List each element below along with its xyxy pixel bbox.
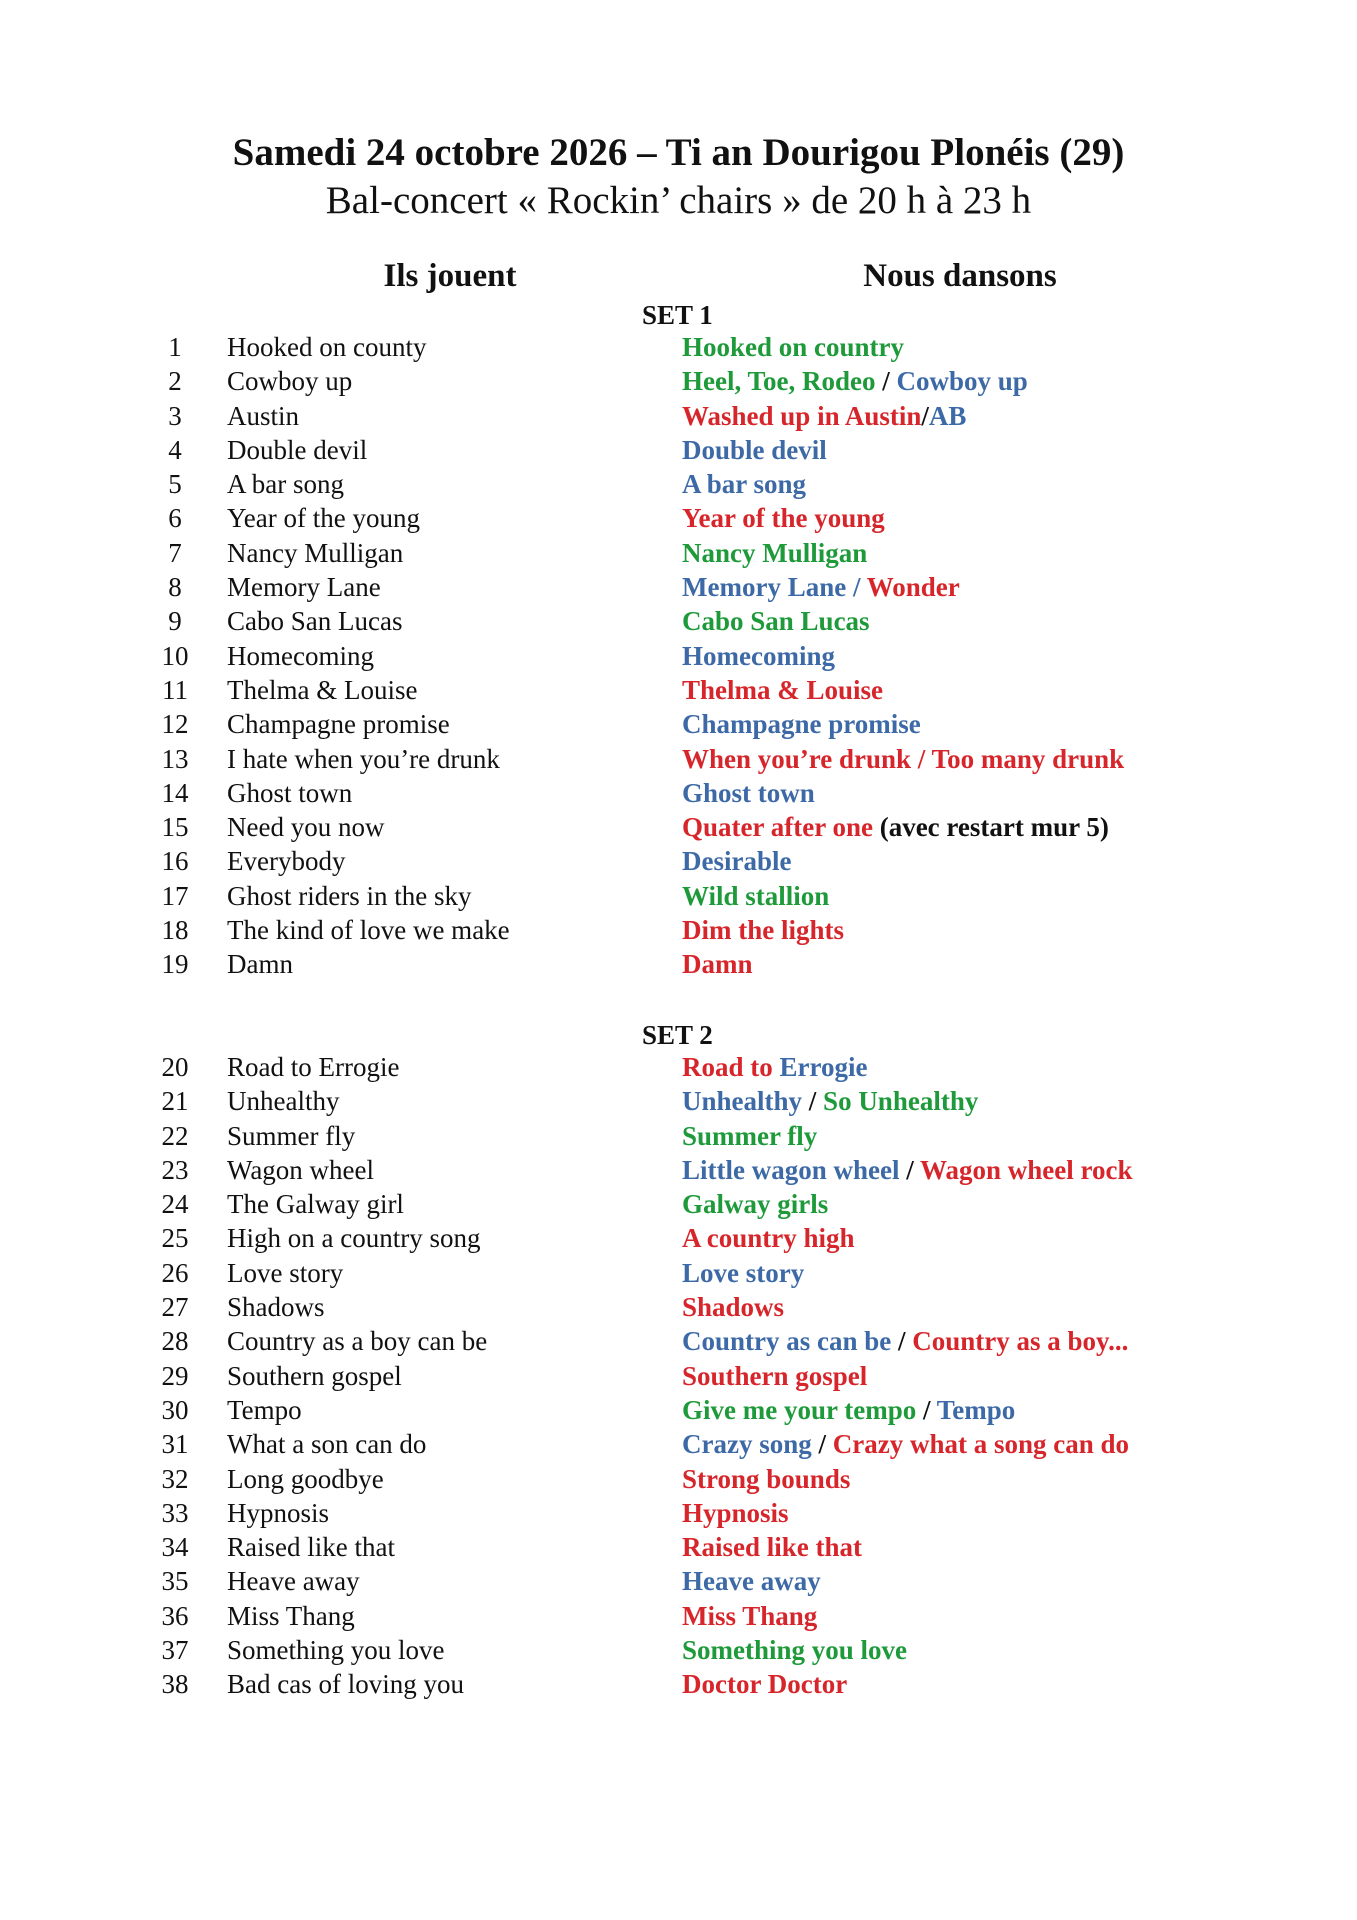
row-number: 36 [161,1600,189,1631]
row-number: 26 [161,1257,189,1288]
dance-title [682,1153,1133,1187]
dance-segment: Year of the young [682,503,885,534]
row-number: 15 [161,812,189,843]
dance-segment: Galway girls [682,1189,829,1220]
dance-title [682,1462,850,1496]
row-number: 12 [161,709,189,740]
dance-segment: Little wagon wheel [682,1154,900,1185]
list-item [0,433,1357,467]
dance-title [682,879,829,913]
song-title: Austin [227,400,300,431]
list-item [0,1084,1357,1118]
row-number: 35 [161,1566,189,1597]
dance-segment: / [916,1394,937,1425]
dance-segment: Heel, Toe, Rodeo [682,366,876,397]
list-item [0,1050,1357,1084]
dance-title [682,1564,821,1598]
song-title: Raised like that [227,1532,395,1563]
song-title: The Galway girl [227,1189,404,1220]
list-item [0,501,1357,535]
dance-segment: Hooked on country [682,332,905,362]
list-item [0,707,1357,741]
song-title: Tempo [227,1394,302,1425]
dance-segment: Crazy song [682,1429,812,1460]
dance-title [682,467,806,501]
dance-segment: Dim the lights [682,915,844,946]
song-title: Cowboy up [227,366,353,397]
page-title: Samedi 24 octobre 2026 – Ti an Dourigou Plonéis (29) [232,131,1125,174]
song-title: Road to Errogie [227,1052,400,1082]
list-item [0,844,1357,878]
dance-segment: / [875,366,897,397]
dance-segment: Unhealthy [682,1086,803,1117]
dance-segment: Ghost town [682,777,815,808]
list-item [0,1290,1357,1324]
song-title: Nancy Mulligan [227,537,404,568]
dance-title [682,604,870,638]
dance-segment: Tempo [936,1394,1016,1425]
dance-title [682,639,835,673]
list-item [0,776,1357,810]
row-number: 3 [168,400,182,431]
list-item [0,1564,1357,1598]
page-subtitle: Bal-concert « Rockin’ chairs » de 20 h à 23 h [325,179,1032,222]
list-item [0,364,1357,398]
song-title: Need you now [227,812,385,843]
dance-title [682,913,844,947]
row-number: 31 [161,1429,189,1460]
list-item [0,673,1357,707]
row-number: 4 [168,434,182,465]
dance-segment: Country as a boy... [912,1326,1129,1357]
dance-segment: A country high [682,1223,855,1254]
dance-segment: Damn [682,949,753,980]
song-title: Homecoming [227,640,374,671]
row-number: 2 [168,366,182,397]
dance-title [682,1667,847,1701]
row-number: 21 [161,1086,189,1117]
dance-title [682,1084,978,1118]
song-title: Summer fly [227,1120,356,1151]
list-item [0,604,1357,638]
list-item [0,330,1357,364]
set-2-list [0,1050,1357,1702]
dance-segment: Country as can be [682,1326,892,1357]
dance-title [682,1530,862,1564]
song-title: Wagon wheel [227,1154,375,1185]
song-title: Year of the young [227,503,420,534]
dance-segment: Memory Lane / [682,572,867,603]
dance-segment: Nancy Mulligan [682,537,868,568]
dance-segment: Washed up in Austin [682,400,922,431]
song-title: The kind of love we make [227,915,510,946]
row-number: 30 [161,1394,189,1425]
song-title: Memory Lane [227,572,381,603]
song-title: Thelma & Louise [227,674,418,705]
dance-title [682,1496,789,1530]
set-1-list [0,330,1357,982]
song-title: Miss Thang [227,1600,355,1631]
dance-segment: A bar song [682,469,807,500]
row-number: 22 [161,1120,189,1151]
dance-segment: Thelma & Louise [682,674,884,705]
list-item [0,1599,1357,1633]
dance-segment: Road to [682,1052,780,1082]
song-title: Something you love [227,1635,445,1666]
dance-segment: / [802,1086,824,1117]
dance-segment: Wild stallion [682,880,830,911]
list-item [0,1256,1357,1290]
row-number: 5 [168,469,182,500]
row-number: 8 [168,572,182,603]
song-title: Love story [227,1257,344,1288]
song-title: Everybody [227,846,346,877]
list-item [0,467,1357,501]
row-number: 27 [161,1292,189,1323]
dance-segment: Give me your tempo [682,1394,917,1425]
dance-title [682,1427,1129,1461]
row-number: 23 [161,1154,189,1185]
row-number: 37 [161,1635,189,1666]
row-number: 20 [161,1052,189,1082]
dance-title [682,1050,868,1084]
list-item [0,1153,1357,1187]
dance-segment: / [891,1326,913,1357]
list-item [0,399,1357,433]
song-title: Country as a boy can be [227,1326,488,1357]
dance-segment: So Unhealthy [823,1086,979,1117]
dance-title [682,330,904,364]
row-number: 32 [161,1463,189,1494]
dance-title [682,844,791,878]
row-number: 7 [168,537,182,568]
dance-segment: Cabo San Lucas [682,606,870,637]
dance-title [682,707,921,741]
dance-segment: Hypnosis [682,1497,789,1528]
dance-segment: Miss Thang [682,1600,818,1631]
dance-segment: Wagon wheel rock [920,1154,1133,1185]
row-number: 14 [161,777,189,808]
dance-segment: / [811,1429,833,1460]
dance-title [682,1290,784,1324]
dance-segment: Heave away [682,1566,821,1597]
list-item [0,810,1357,844]
song-title: I hate when you’re drunk [227,743,500,774]
row-number: 13 [161,743,189,774]
dance-title [682,1119,817,1153]
list-item [0,536,1357,570]
list-item [0,1187,1357,1221]
dance-segment: / [921,400,929,431]
row-number: 38 [161,1669,189,1700]
dance-segment: Desirable [682,846,792,877]
list-item [0,1119,1357,1153]
set-2-label: SET 2 [642,1020,713,1050]
row-number: 34 [161,1532,189,1563]
dance-title [682,570,960,604]
list-item [0,1496,1357,1530]
column-header-dances: Nous dansons [863,258,1057,294]
song-title: Bad cas of loving you [227,1669,464,1700]
list-item [0,1633,1357,1667]
list-item [0,1530,1357,1564]
dance-title [682,776,815,810]
row-number: 11 [162,674,188,705]
dance-title [682,364,1028,398]
song-title: Ghost town [227,777,353,808]
dance-title [682,536,867,570]
dance-segment: AB [928,400,967,431]
dance-title [682,673,883,707]
list-item [0,1667,1357,1701]
song-title: Hypnosis [227,1497,330,1528]
list-item [0,1393,1357,1427]
row-number: 28 [161,1326,189,1357]
dance-title [682,1256,804,1290]
song-title: Damn [227,949,293,980]
row-number: 1 [168,332,182,362]
row-number: 18 [161,915,189,946]
dance-title [682,1633,907,1667]
song-title: Ghost riders in the sky [227,880,472,911]
dance-title [682,1324,1128,1358]
dance-segment: Double devil [682,434,827,465]
song-title: Southern gospel [227,1360,402,1391]
dance-segment: Love story [682,1257,805,1288]
list-item [0,742,1357,776]
list-item [0,1221,1357,1255]
dance-title [682,1393,1015,1427]
dance-segment: Summer fly [682,1120,818,1151]
dance-segment: Wonder [866,572,960,603]
song-title: High on a country song [227,1223,481,1254]
dance-segment: (avec restart mur 5) [872,812,1109,843]
row-number: 16 [161,846,189,877]
song-title: Long goodbye [227,1463,384,1494]
dance-segment: Crazy what a song can do [832,1429,1130,1460]
column-header-songs: Ils jouent [383,258,517,294]
song-title: What a son can do [227,1429,427,1460]
row-number: 10 [161,640,189,671]
list-item [0,947,1357,981]
dance-title [682,1221,855,1255]
dance-title [682,501,885,535]
list-item [0,1427,1357,1461]
list-item [0,1462,1357,1496]
song-title: Shadows [227,1292,325,1323]
list-item [0,913,1357,947]
song-title: A bar song [227,469,344,500]
dance-segment: Quater after one [682,812,873,843]
list-item [0,570,1357,604]
row-number: 19 [161,949,189,980]
dance-title [682,742,1124,776]
song-title: Heave away [227,1566,360,1597]
song-title: Champagne promise [227,709,450,740]
song-title: Hooked on county [227,332,427,362]
song-title: Double devil [227,434,368,465]
dance-segment: Strong bounds [682,1463,851,1494]
row-number: 29 [161,1360,189,1391]
dance-segment: Something you love [682,1635,908,1666]
dance-segment: Champagne promise [682,709,921,740]
dance-title [682,1187,828,1221]
row-number: 17 [161,880,189,911]
row-number: 33 [161,1497,189,1528]
song-title: Cabo San Lucas [227,606,403,637]
list-item [0,879,1357,913]
song-title: Unhealthy [227,1086,340,1117]
dance-title [682,947,753,981]
dance-title [682,1359,867,1393]
dance-title [682,399,966,433]
dance-segment: Errogie [779,1052,868,1082]
dance-title [682,810,1109,844]
list-item [0,639,1357,673]
set-1-label: SET 1 [642,300,713,330]
dance-segment: When you’re drunk / Too many drunk [682,743,1125,774]
dance-title [682,1599,817,1633]
dance-segment: / [899,1154,920,1185]
row-number: 25 [161,1223,189,1254]
row-number: 24 [161,1189,189,1220]
dance-title [682,433,827,467]
dance-segment: Homecoming [682,640,835,671]
dance-segment: Raised like that [682,1532,863,1563]
dance-segment: Southern gospel [682,1360,868,1391]
dance-segment: Cowboy up [896,366,1028,397]
row-number: 9 [168,606,182,637]
dance-segment: Shadows [682,1292,785,1323]
list-item [0,1324,1357,1358]
dance-segment: Doctor Doctor [682,1669,848,1700]
list-item [0,1359,1357,1393]
row-number: 6 [168,503,182,534]
